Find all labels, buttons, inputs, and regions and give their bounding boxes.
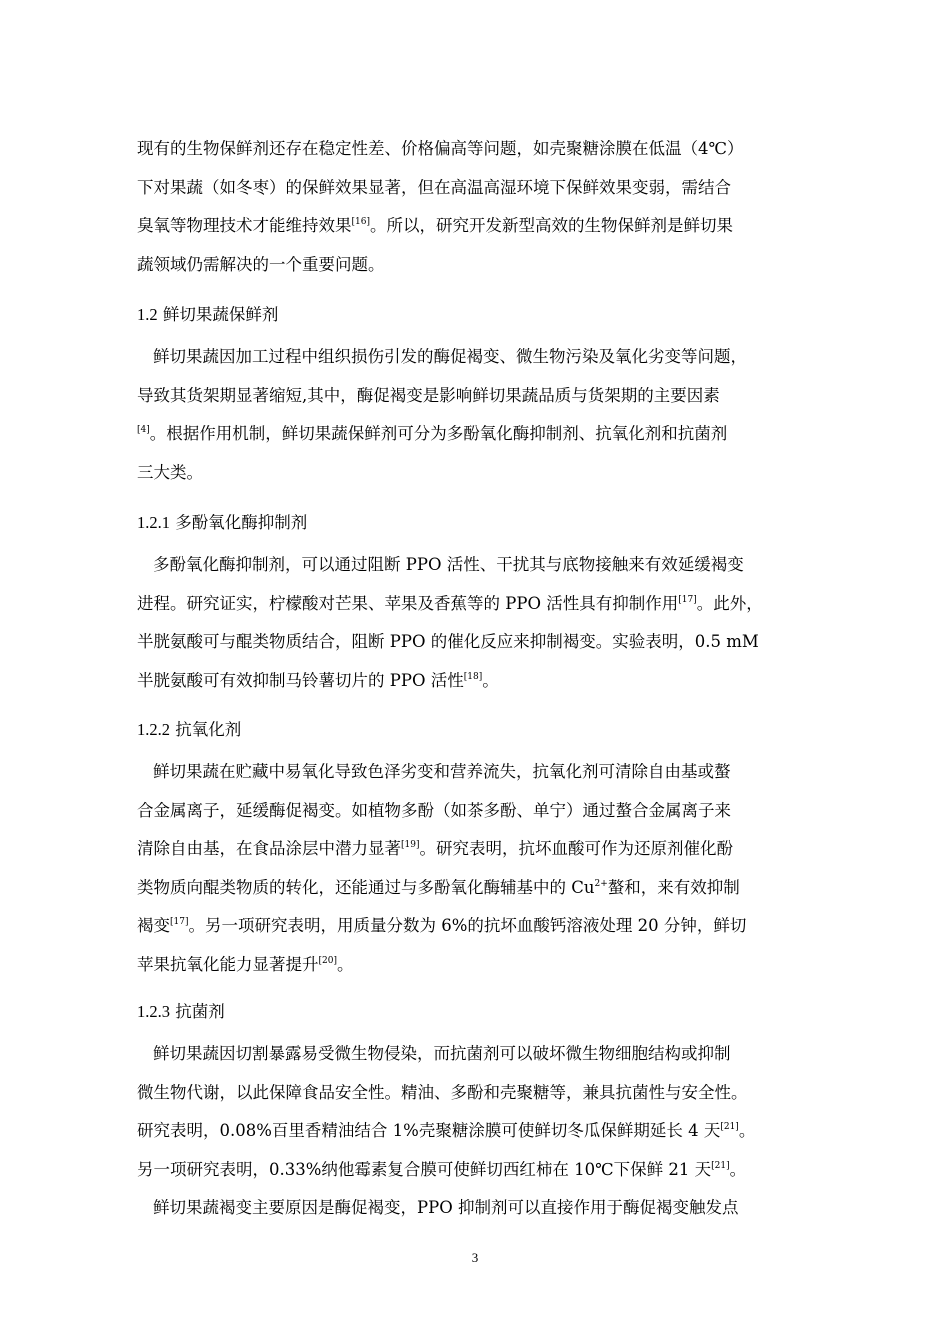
page-number: 3 <box>471 1250 479 1265</box>
citation-16: [16] <box>351 217 370 227</box>
text-line: 蔬领域仍需解决的一个重要问题。 <box>137 254 385 274</box>
text-line: [4]。根据作用机制，鲜切果蔬保鲜剂可分为多酚氧化酶抑制剂、抗氧化剂和抗菌剂 <box>137 424 728 443</box>
superscript-charge: 2+ <box>594 878 608 889</box>
paragraph-1-2-2 <box>137 753 842 984</box>
text-line: 鲜切果蔬因加工过程中组织损伤引发的酶促褐变、微生物污染及氧化劣变等问题， <box>153 347 747 366</box>
text-line: 下对果蔬（如冬枣）的保鲜效果显著，但在高温高湿环境下保鲜效果变弱，需结合 <box>137 177 731 197</box>
section-heading-1-2-1: 1.2.1 多酚氧化酶抑制剂 <box>137 513 308 532</box>
section-heading-1-2: 1.2 鲜切果蔬保鲜剂 <box>137 305 279 324</box>
text-line: 褐变[17]。另一项研究表明，用质量分数为 6%的抗坏血酸钙溶液处理 20 分钟，鲜切 <box>137 916 747 935</box>
text-line: 清除自由基，在食品涂层中潜力显著[19]。研究表明，抗坏血酸可作为还原剂催化酚 <box>137 839 733 858</box>
citation-17: [17] <box>170 917 189 927</box>
text-line: 苹果抗氧化能力显著提升[20]。 <box>137 954 354 974</box>
text-line: 三大类。 <box>137 462 203 482</box>
text-line: 另一项研究表明，0.33%纳他霉素复合膜可使鲜切西红柿在 10℃下保鲜 21 天[21]。 <box>137 1159 747 1179</box>
text-line: 合金属离子，延缓酶促褐变。如植物多酚（如茶多酚、单宁）通过螯合金属离子来 <box>137 800 731 820</box>
section-heading-1-2-2: 1.2.2 抗氧化剂 <box>137 720 242 739</box>
text-line: 现有的生物保鲜剂还存在稳定性差、价格偏高等问题，如壳聚糖涂膜在低温（4℃） <box>137 139 744 158</box>
paragraph-1-2-1 <box>137 546 842 700</box>
paragraph-intro <box>137 130 842 284</box>
citation-17: [17] <box>678 594 697 605</box>
text-line: 微生物代谢，以此保障食品安全性。精油、多酚和壳聚糖等，兼具抗菌性与安全性。 <box>137 1082 748 1102</box>
text-line: 进程。研究证实，柠檬酸对芒果、苹果及香蕉等的 PPO 活性具有抑制作用[17]。此外， <box>137 593 763 613</box>
citation-18: [18] <box>463 671 483 682</box>
paragraph-1-2-3 <box>137 1035 842 1228</box>
text-line: 臭氧等物理技术才能维持效果[16]。所以，研究开发新型高效的生物保鲜剂是鲜切果 <box>137 216 733 235</box>
text-line: 导致其货架期显著缩短,其中，酶促褐变是影响鲜切果蔬品质与货架期的主要因素 <box>137 385 720 405</box>
paragraph-1-2 <box>137 338 842 492</box>
text-line: 鲜切果蔬褐变主要原因是酶促褐变，PPO 抑制剂可以直接作用于酶促褐变触发点 <box>153 1198 739 1217</box>
text-line: 鲜切果蔬因切割暴露易受微生物侵染，而抗菌剂可以破坏微生物细胞结构或抑制 <box>153 1044 731 1063</box>
citation-21: [21] <box>720 1122 739 1132</box>
text-line: 鲜切果蔬在贮藏中易氧化导致色泽劣变和营养流失，抗氧化剂可清除自由基或螯 <box>153 762 731 781</box>
citation-21: [21] <box>711 1160 730 1171</box>
citation-20: [20] <box>318 955 337 966</box>
text-line: 类物质向醌类物质的转化，还能通过与多酚氧化酶辅基中的 $Cu^{2+}$螯和，来有效抑制 <box>137 877 740 897</box>
text-line: 半胱氨酸可与醌类物质结合，阻断 PPO 的催化反应来抑制褐变。实验表明，0.5 mM <box>137 632 759 651</box>
text-line: 多酚氧化酶抑制剂，可以通过阻断 PPO 活性、干扰其与底物接触来有效延缓褐变 <box>153 555 744 574</box>
citation-19: [19] <box>401 840 420 850</box>
text-line: 研究表明，0.08%百里香精油结合 1%壳聚糖涂膜可使鲜切冬瓜保鲜期延长 4 天[21]。 <box>137 1121 756 1140</box>
section-heading-1-2-3: 1.2.3 抗菌剂 <box>137 1002 225 1021</box>
text-line: 半胱氨酸可有效抑制马铃薯切片的 PPO 活性[18]。 <box>137 670 499 690</box>
citation-4: [4] <box>137 425 150 435</box>
